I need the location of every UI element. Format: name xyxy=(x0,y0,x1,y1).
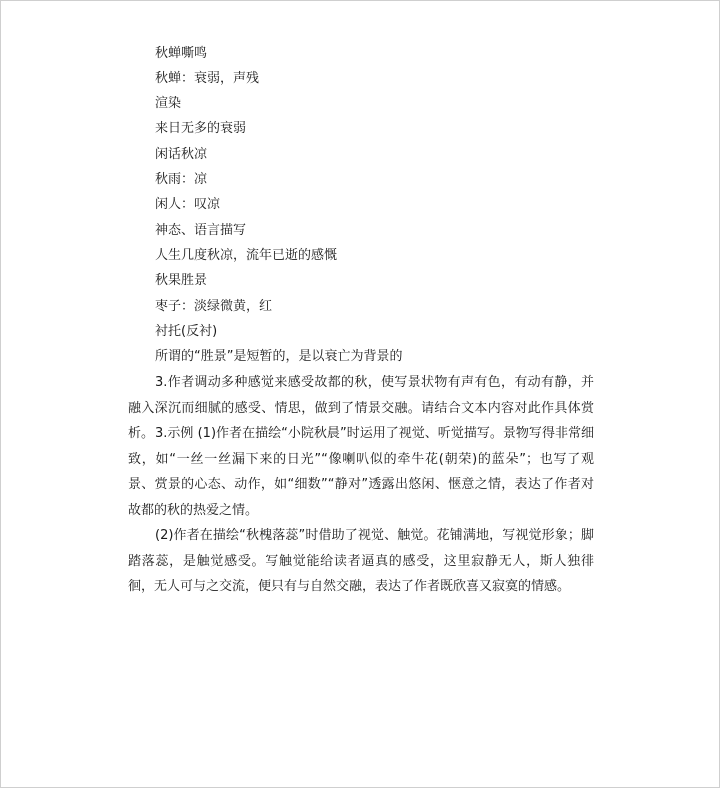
outline-line: 闲人：叹凉 xyxy=(155,197,221,212)
outline-line: 枣子：淡绿微黄，红 xyxy=(155,299,273,314)
outline-line: 所谓的“胜景”是短暂的，是以衰亡为背景的 xyxy=(155,349,403,364)
answer-paragraph-1: 3.示例 (1)作者在描绘“小院秋晨”时运用了视觉、听觉描写。景物写得非常细致，如“一丝一丝漏下来的日光”“像喇叭似的牵牛花(朝荣)的蓝朵”；也写了观景、赏景的心态、动作，如“细数”“静对”透露出悠闲、惬意之情，表达了作者对故都的秋的热爱之情。 xyxy=(128,426,594,518)
outline-line: 秋果胜景 xyxy=(155,273,208,288)
outline-line: 闲话秋凉 xyxy=(155,147,208,162)
outline-line: 渲染 xyxy=(155,96,182,111)
question-paragraph: 3.作者调动多种感觉来感受故都的秋，使写景状物有声有色，有动有静，并融入深沉而细腻的感受、情思，做到了情景交融。请结合文本内容对此作具体赏析。 xyxy=(128,375,594,441)
outline-line: 神态、语言描写 xyxy=(155,223,247,238)
answer-paragraph-2: (2)作者在描绘“秋槐落蕊”时借助了视觉、触觉。花铺满地，写视觉形象；脚踏落蕊，是触觉感受。写触觉能给读者逼真的感受，这里寂静无人，斯人独徘徊，无人可与之交流，便只有与自然交融，表达了作者既欣喜又寂寞的情感。 xyxy=(128,528,594,594)
outline-line: 人生几度秋凉，流年已逝的感慨 xyxy=(155,248,338,263)
outline-line: 衬托(反衬) xyxy=(155,324,218,339)
outline-line: 秋蝉嘶鸣 xyxy=(155,46,208,61)
outline-line: 秋蝉：衰弱，声残 xyxy=(155,71,260,86)
outline-line: 来日无多的衰弱 xyxy=(155,121,247,136)
outline-line: 秋雨：凉 xyxy=(155,172,208,187)
